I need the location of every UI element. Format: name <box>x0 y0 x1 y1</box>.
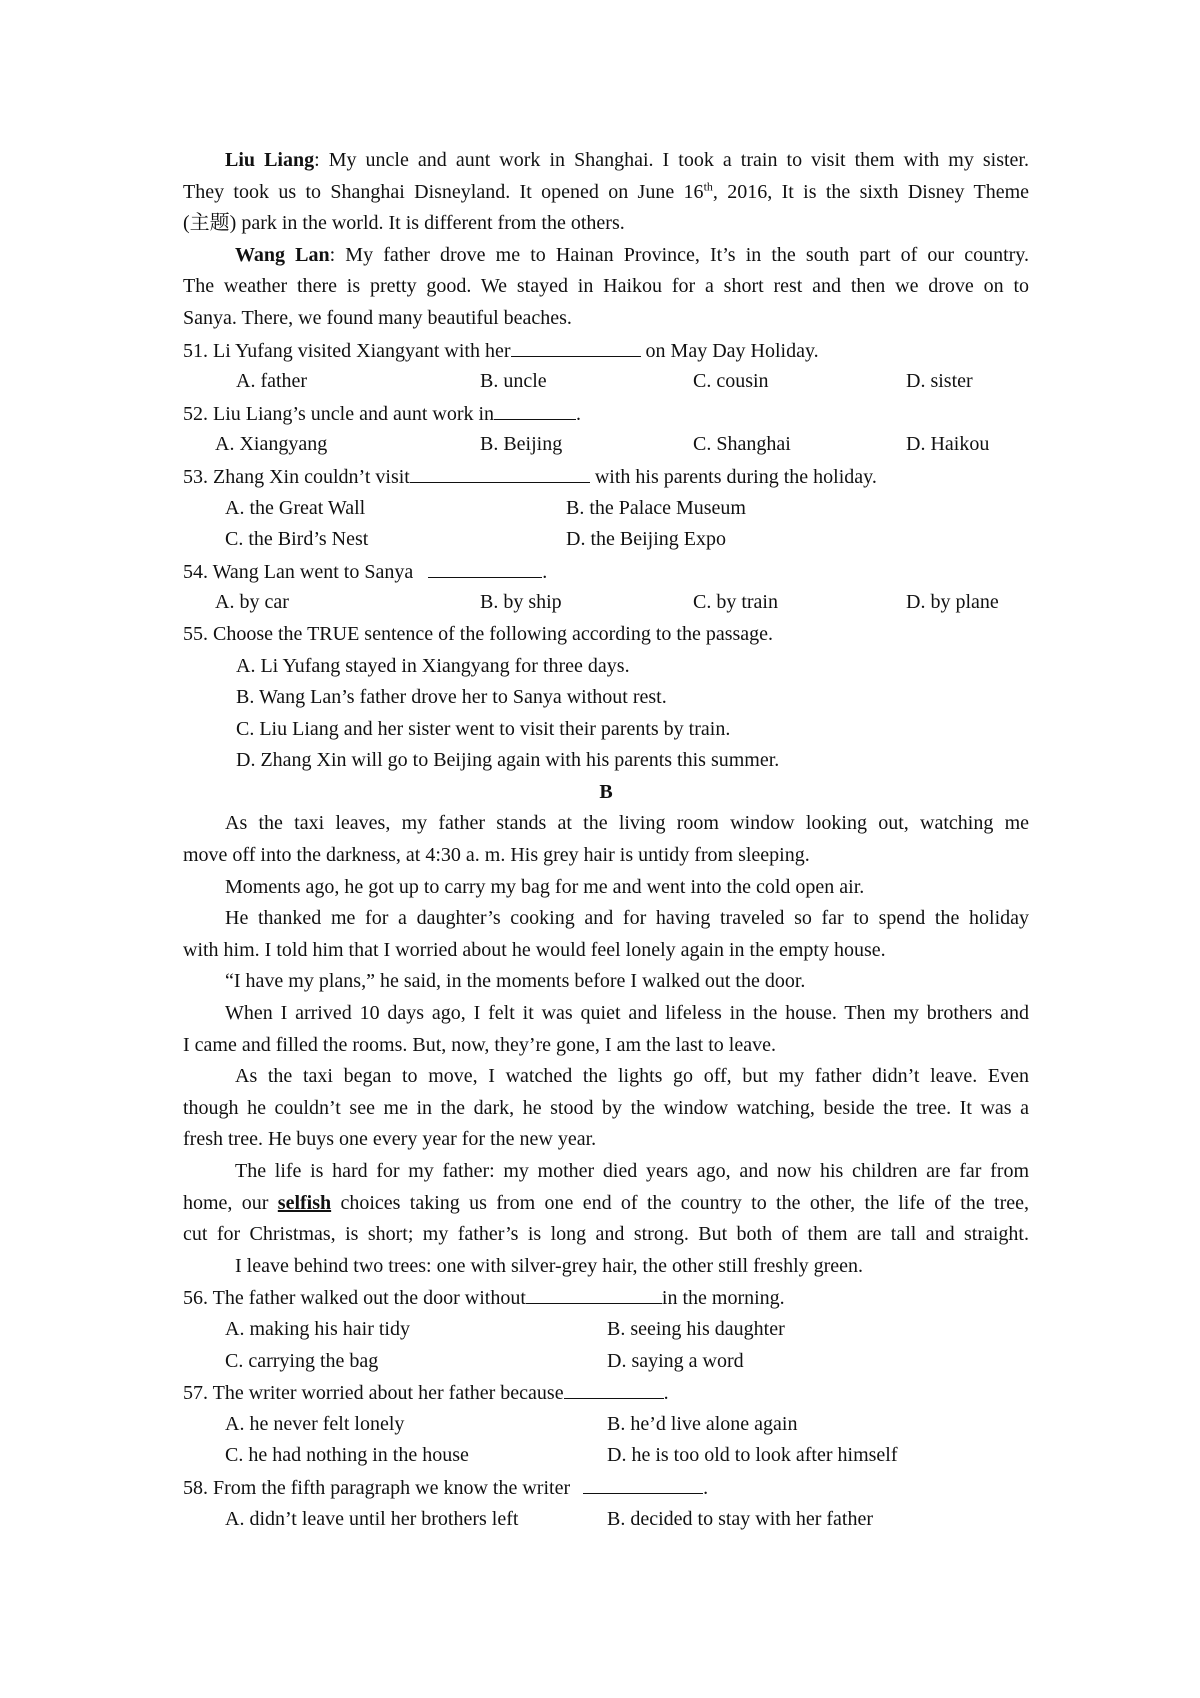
passage-line: Sanya. There, we found many beautiful beaches. <box>183 306 572 329</box>
option: D. sister <box>906 370 973 393</box>
passage-line: I came and filled the rooms. But, now, they’re gone, I am the last to leave. <box>183 1033 776 1056</box>
section-heading: B <box>599 780 613 803</box>
option: C. carrying the bag <box>225 1349 379 1372</box>
passage-line: though he couldn’t see me in the dark, he stood by the window watching, beside the tree. It was a <box>183 1096 1029 1119</box>
passage-line: The weather there is pretty good. We stayed in Haikou for a short rest and then we drove on to <box>183 275 1029 298</box>
passage-line: cut for Christmas, is short; my father’s is long and strong. But both of them are tall and straight. <box>183 1223 1029 1246</box>
answer-blank <box>564 1377 664 1399</box>
option: B. the Palace Museum <box>566 496 746 519</box>
option: C. the Bird’s Nest <box>225 528 369 551</box>
passage-line: home, our selfish choices taking us from one end of the country to the other, the life of the tree, <box>183 1191 1029 1214</box>
question-stem: 56. The father walked out the door without in the morning. <box>183 1282 1029 1314</box>
options-row <box>183 1440 1029 1472</box>
option: C. he had nothing in the house <box>225 1444 469 1467</box>
passage-line: move off into the darkness, at 4:30 a. m. His grey hair is untidy from sleeping. <box>183 844 810 867</box>
option: D. he is too old to look after himself <box>607 1444 898 1467</box>
options-row <box>183 587 1029 619</box>
passage-line: Liu Liang: My uncle and aunt work in Shanghai. I took a train to visit them with my sister. <box>225 149 1029 171</box>
passage-line: He thanked me for a daughter’s cooking and for having traveled so far to spend the holiday <box>225 907 1029 930</box>
options-row <box>183 429 1029 461</box>
options-row <box>183 1504 1029 1536</box>
passage-line: “I have my plans,” he said, in the moments before I walked out the door. <box>225 970 806 993</box>
option: D. Zhang Xin will go to Beijing again with his parents this summer. <box>236 749 780 772</box>
exam-page <box>183 145 1029 1535</box>
underlined-word: selfish <box>277 1191 332 1214</box>
option: A. by car <box>215 591 289 614</box>
option: A. he never felt lonely <box>225 1412 405 1435</box>
answer-blank <box>428 556 542 578</box>
passage-line: As the taxi began to move, I watched the lights go off, but my father didn’t leave. Even <box>235 1065 1029 1088</box>
passage-line: As the taxi leaves, my father stands at the living room window looking out, watching me <box>225 812 1029 835</box>
option: D. by plane <box>906 591 999 614</box>
passage-line: Wang Lan: My father drove me to Hainan Province, It’s in the south part of our country. <box>235 243 1029 266</box>
speaker-name: Wang Lan <box>235 243 330 266</box>
option: A. the Great Wall <box>225 496 366 519</box>
options-row <box>183 366 1029 398</box>
option: A. Xiangyang <box>215 433 328 456</box>
passage-line: (主题) park in the world. It is different from the others. <box>183 212 625 235</box>
option: D. saying a word <box>607 1349 744 1372</box>
option: A. making his hair tidy <box>225 1317 410 1340</box>
question-stem: 55. Choose the TRUE sentence of the following according to the passage. <box>183 622 774 645</box>
passage-line: They took us to Shanghai Disneyland. It opened on June 16th, 2016, It is the sixth Disney Theme <box>183 178 1029 203</box>
option: B. he’d live alone again <box>607 1412 798 1435</box>
answer-blank <box>583 1472 703 1494</box>
options-row <box>183 1409 1029 1441</box>
option: D. Haikou <box>906 433 990 456</box>
question-stem: 53. Zhang Xin couldn’t visit with his parents during the holiday. <box>183 461 1029 493</box>
option: B. Wang Lan’s father drove her to Sanya without rest. <box>236 686 667 709</box>
passage-line: with him. I told him that I worried about he would feel lonely again in the empty house. <box>183 938 886 961</box>
question-stem: 54. Wang Lan went to Sanya . <box>183 556 1029 588</box>
speaker-name: Liu Liang <box>225 149 315 171</box>
option: D. the Beijing Expo <box>566 528 726 551</box>
answer-blank <box>511 335 641 357</box>
option: C. Liu Liang and her sister went to visit their parents by train. <box>236 717 731 740</box>
question-stem: 51. Li Yufang visited Xiangyant with her on May Day Holiday. <box>183 335 1029 367</box>
option: C. by train <box>693 591 778 614</box>
question-stem: 52. Liu Liang’s uncle and aunt work in . <box>183 398 1029 430</box>
options-row <box>183 524 1029 556</box>
passage-line: When I arrived 10 days ago, I felt it was quiet and lifeless in the house. Then my brothers and <box>225 1002 1029 1025</box>
option: C. cousin <box>693 370 769 393</box>
options-row <box>183 1346 1029 1378</box>
passage-line: The life is hard for my father: my mother died years ago, and now his children are far from <box>235 1160 1029 1182</box>
passage-line: Moments ago, he got up to carry my bag for me and went into the cold open air. <box>225 875 865 898</box>
option: B. uncle <box>480 370 547 393</box>
question-stem: 58. From the fifth paragraph we know the writer . <box>183 1472 1029 1504</box>
answer-blank <box>526 1282 662 1304</box>
option: C. Shanghai <box>693 433 791 456</box>
answer-blank <box>410 461 590 483</box>
question-stem: 57. The writer worried about her father because . <box>183 1377 1029 1409</box>
option: A. Li Yufang stayed in Xiangyang for three days. <box>236 654 630 677</box>
option: A. father <box>236 370 308 393</box>
passage-line: fresh tree. He buys one every year for the new year. <box>183 1128 597 1151</box>
options-row <box>183 493 1029 525</box>
options-row <box>183 1314 1029 1346</box>
option: B. by ship <box>480 591 562 614</box>
option: B. decided to stay with her father <box>607 1507 874 1530</box>
answer-blank <box>494 398 576 420</box>
passage-line: I leave behind two trees: one with silver-grey hair, the other still freshly green. <box>235 1254 864 1277</box>
option: B. seeing his daughter <box>607 1317 785 1340</box>
option: A. didn’t leave until her brothers left <box>225 1507 519 1530</box>
option: B. Beijing <box>480 433 563 456</box>
